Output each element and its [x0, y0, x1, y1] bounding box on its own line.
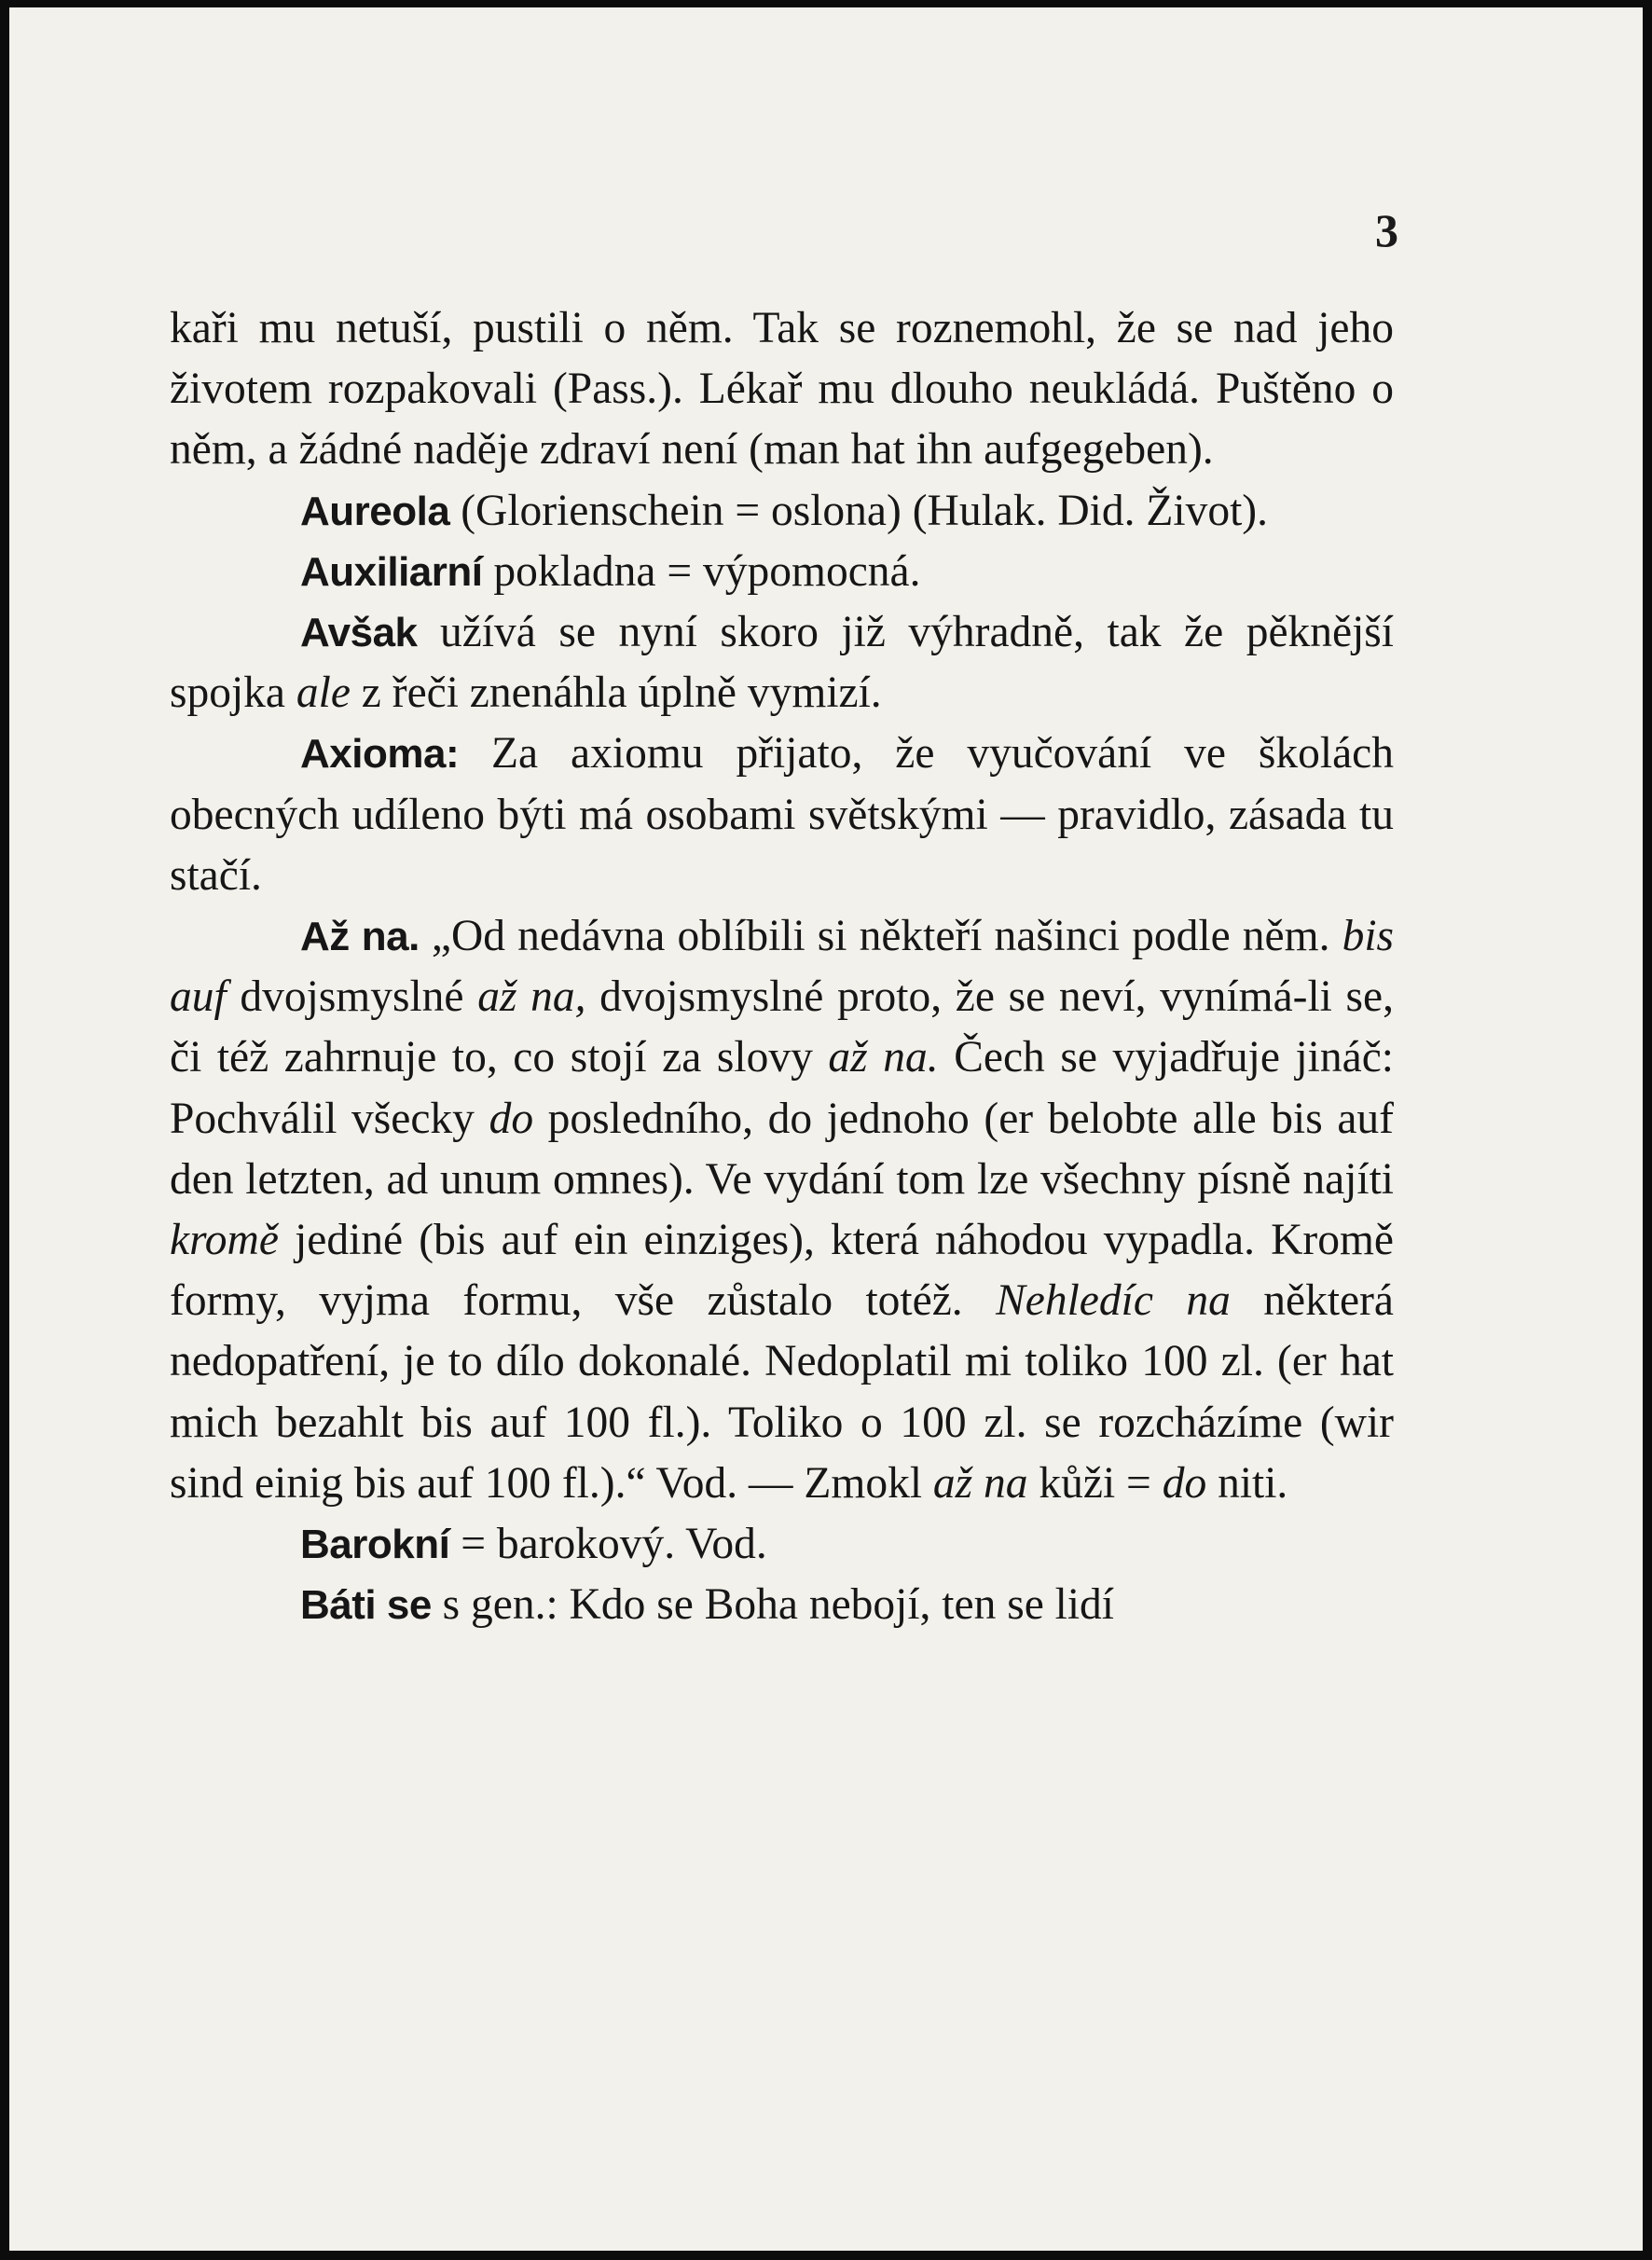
page-text	[170, 298, 1394, 1635]
entry-text: dvojsmyslné	[226, 972, 478, 1022]
entry-text: užívá se nyní skoro již výhradně, tak že pěknější spojka	[170, 608, 1394, 718]
paragraph-continuation	[170, 298, 1394, 481]
italic-term: kromě	[170, 1216, 279, 1265]
entry-text: kůži =	[1027, 1458, 1163, 1508]
entry-text: niti.	[1206, 1458, 1288, 1508]
headword: Až na.	[300, 914, 420, 960]
entry-barokni	[170, 1514, 1394, 1575]
entry-aureola	[170, 481, 1394, 542]
italic-term: Nehledíc na	[996, 1276, 1231, 1326]
entry-text: = barokový. Vod.	[449, 1520, 767, 1569]
continuation-text: kaři mu netuší, pustili o něm. Tak se roznemohl, že se nad jeho životem rozpakovali (Pass.). Lékař mu dlouho neukládá. Puštěno o něm, a žádné naděje zdraví není (man hat ihn aufgegeben).	[170, 304, 1394, 475]
entry-text: jediné (bis auf ein einziges), která náhodou vypadla. Kromě formy, vyjma formu, vše zůstalo totéž.	[170, 1216, 1394, 1326]
entry-avsak	[170, 602, 1394, 723]
entry-text: některá nedopatření, je to dílo dokonalé. Nedoplatil mi toliko 100 zl. (er hat mich bezahlt bis auf 100 fl.). Toliko o 100 zl. se rozcházíme (wir sind einig bis auf 100 fl.).“ Vod. — Zmokl	[170, 1276, 1395, 1508]
italic-term: bis auf	[170, 912, 1394, 1022]
page-number: 3	[1375, 204, 1398, 256]
entry-text: s gen.: Kdo se Boha nebojí, ten se lidí	[431, 1580, 1114, 1630]
italic-term: až na,	[477, 972, 586, 1022]
headword: Auxiliarní	[300, 548, 483, 595]
entry-az-na	[170, 906, 1394, 1514]
italic-term: až na	[932, 1458, 1028, 1508]
entry-text: posledního, do jednoho (er belobte alle bis auf den letzten, ad unum omnes). Ve vydání tom lze všechny písně najíti	[170, 1094, 1394, 1204]
headword: Barokní	[300, 1522, 450, 1568]
entry-text: Za axiomu přijato, že vyučování ve školách obecných udíleno býti má osobami světskými — pravidlo, zásada tu stačí.	[170, 729, 1394, 900]
entry-text: (Glorienschein = oslona) (Hulak. Did. Život).	[449, 486, 1268, 535]
entry-text: pokladna = výpomocná.	[482, 546, 921, 596]
italic-term: do	[489, 1094, 534, 1143]
entry-text: „Od nedávna oblíbili si někteří našinci podle něm.	[419, 912, 1342, 961]
entry-text: Čech se vyjadřuje jináč: Pochválil všecky	[170, 1033, 1394, 1143]
headword: Báti se	[300, 1582, 432, 1629]
entry-text: dvojsmyslné proto, že se neví, vynímá-li se, či též zahrnuje to, co stojí za slovy	[170, 972, 1394, 1082]
italic-term: až na.	[828, 1033, 939, 1082]
entry-axioma	[170, 723, 1394, 906]
entry-bati-se	[170, 1575, 1394, 1635]
headword: Axioma:	[300, 731, 460, 778]
italic-term: do	[1162, 1458, 1207, 1508]
headword: Aureola	[300, 488, 450, 534]
headword: Avšak	[300, 610, 418, 656]
entry-text: z řeči znenáhla úplně vymizí.	[350, 668, 882, 718]
entry-auxiliarni	[170, 542, 1394, 602]
italic-term: ale	[296, 668, 351, 718]
book-page	[9, 7, 1643, 2251]
